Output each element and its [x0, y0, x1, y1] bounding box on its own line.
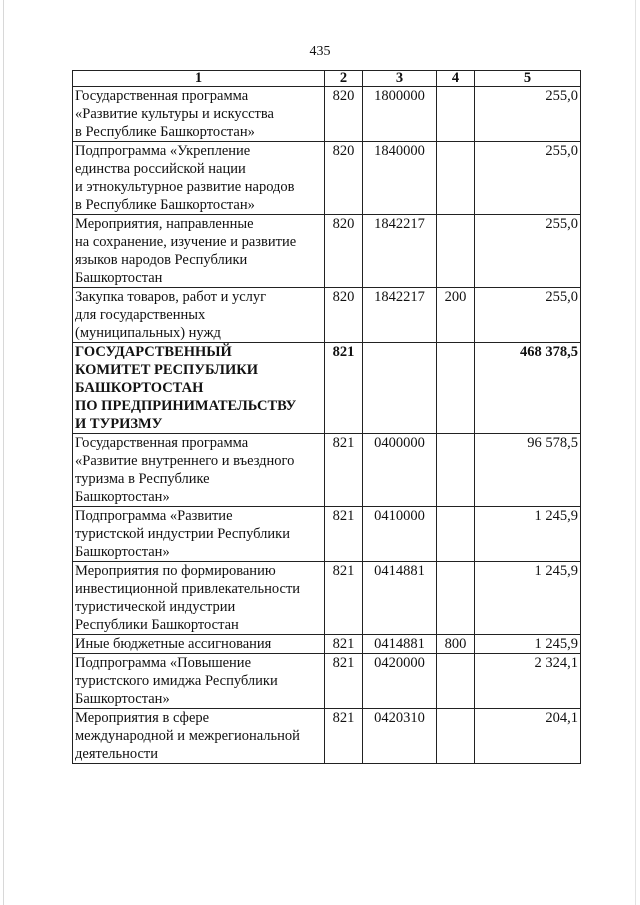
row-expense-type-cell — [437, 434, 475, 507]
row-name-cell: Мероприятия в сфере международной и межрегиональной деятельности — [73, 709, 325, 764]
row-expense-type-cell — [437, 87, 475, 142]
table-header-row — [73, 71, 581, 87]
table-row — [73, 507, 581, 562]
header-col-2: 2 — [325, 71, 363, 87]
row-expense-type-cell — [437, 709, 475, 764]
table-row — [73, 434, 581, 507]
row-amount-cell: 255,0 — [475, 288, 581, 343]
row-admin-code-cell: 821 — [325, 709, 363, 764]
row-name-cell: Мероприятия по формированию инвестиционной привлекательности туристической индустрии Республики Башкортостан — [73, 562, 325, 635]
scan-edge-right — [635, 0, 636, 905]
row-admin-code-cell: 821 — [325, 507, 363, 562]
scan-edge-left — [3, 0, 4, 905]
header-col-4: 4 — [437, 71, 475, 87]
row-name-cell: Государственная программа «Развитие внутреннего и въездного туризма в Республике Башкортостан» — [73, 434, 325, 507]
row-name-cell: ГОСУДАРСТВЕННЫЙ КОМИТЕТ РЕСПУБЛИКИ БАШКОРТОСТАН ПО ПРЕДПРИНИМАТЕЛЬСТВУ И ТУРИЗМУ — [73, 343, 325, 434]
table-row — [73, 562, 581, 635]
row-amount-cell: 1 245,9 — [475, 635, 581, 654]
row-target-code-cell: 1800000 — [363, 87, 437, 142]
row-admin-code-cell: 821 — [325, 434, 363, 507]
table-body — [73, 87, 581, 764]
row-admin-code-cell: 821 — [325, 562, 363, 635]
header-col-3: 3 — [363, 71, 437, 87]
row-target-code-cell: 0414881 — [363, 562, 437, 635]
row-target-code-cell: 1840000 — [363, 142, 437, 215]
row-name-cell: Подпрограмма «Повышение туристского имиджа Республики Башкортостан» — [73, 654, 325, 709]
table-row — [73, 142, 581, 215]
row-admin-code-cell: 820 — [325, 142, 363, 215]
row-amount-cell: 1 245,9 — [475, 507, 581, 562]
page-number: 435 — [309, 44, 331, 59]
budget-table — [72, 70, 581, 764]
row-admin-code-cell: 820 — [325, 87, 363, 142]
row-admin-code-cell: 821 — [325, 635, 363, 654]
row-expense-type-cell — [437, 507, 475, 562]
row-target-code-cell: 0400000 — [363, 434, 437, 507]
row-expense-type-cell — [437, 343, 475, 434]
row-target-code-cell: 0414881 — [363, 635, 437, 654]
row-expense-type-cell — [437, 562, 475, 635]
row-name-cell: Иные бюджетные ассигнования — [73, 635, 325, 654]
header-col-1: 1 — [73, 71, 325, 87]
header-col-5: 5 — [475, 71, 581, 87]
row-amount-cell: 1 245,9 — [475, 562, 581, 635]
row-admin-code-cell: 821 — [325, 654, 363, 709]
row-amount-cell: 204,1 — [475, 709, 581, 764]
row-expense-type-cell — [437, 215, 475, 288]
row-target-code-cell — [363, 343, 437, 434]
row-admin-code-cell: 820 — [325, 215, 363, 288]
row-name-cell: Мероприятия, направленные на сохранение, изучение и развитие языков народов Республики Башкортостан — [73, 215, 325, 288]
row-amount-cell: 96 578,5 — [475, 434, 581, 507]
row-target-code-cell: 0410000 — [363, 507, 437, 562]
row-name-cell: Подпрограмма «Укрепление единства российской нации и этнокультурное развитие народов в Республике Башкортостан» — [73, 142, 325, 215]
row-expense-type-cell: 200 — [437, 288, 475, 343]
table-row — [73, 709, 581, 764]
row-name-cell: Государственная программа «Развитие культуры и искусства в Республике Башкортостан» — [73, 87, 325, 142]
row-amount-cell: 255,0 — [475, 215, 581, 288]
row-name-cell: Подпрограмма «Развитие туристской индустрии Республики Башкортостан» — [73, 507, 325, 562]
row-amount-cell: 2 324,1 — [475, 654, 581, 709]
row-target-code-cell: 0420000 — [363, 654, 437, 709]
row-target-code-cell: 1842217 — [363, 215, 437, 288]
table-row — [73, 288, 581, 343]
table-row — [73, 343, 581, 434]
row-admin-code-cell: 821 — [325, 343, 363, 434]
row-target-code-cell: 1842217 — [363, 288, 437, 343]
row-amount-cell: 468 378,5 — [475, 343, 581, 434]
row-name-cell: Закупка товаров, работ и услуг для государственных (муниципальных) нужд — [73, 288, 325, 343]
row-target-code-cell: 0420310 — [363, 709, 437, 764]
table-row — [73, 635, 581, 654]
row-expense-type-cell: 800 — [437, 635, 475, 654]
row-expense-type-cell — [437, 142, 475, 215]
table-row — [73, 654, 581, 709]
row-amount-cell: 255,0 — [475, 142, 581, 215]
row-amount-cell: 255,0 — [475, 87, 581, 142]
row-admin-code-cell: 820 — [325, 288, 363, 343]
table-row — [73, 87, 581, 142]
row-expense-type-cell — [437, 654, 475, 709]
table-row — [73, 215, 581, 288]
